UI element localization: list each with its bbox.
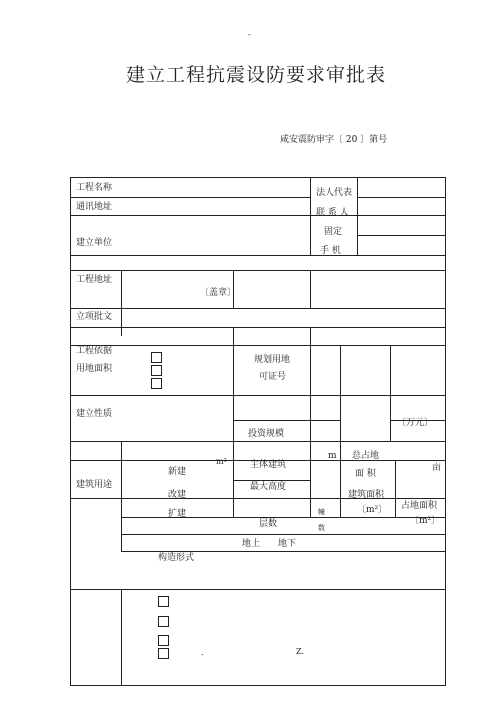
row-line	[233, 480, 311, 481]
label-footprint-area: 占地面积	[401, 501, 438, 511]
col-line	[357, 177, 358, 256]
row-line	[233, 420, 341, 421]
label-basis-2: 用地面积	[76, 364, 113, 374]
label-main-building: 主体建筑	[250, 460, 287, 470]
label-mailing-address: 通讯地址	[76, 202, 113, 212]
col-line	[233, 345, 234, 441]
checkbox-basis-2[interactable]	[151, 365, 162, 376]
col-line	[233, 441, 234, 517]
label-total-land-1: 总占地	[352, 451, 380, 461]
label-max-height: 最大高度	[250, 482, 287, 492]
label-expansion: 改建	[168, 490, 187, 500]
label-structure-type: 构造形式	[158, 553, 195, 563]
label-building-area-unit: 〔m²〕	[357, 505, 388, 515]
label-building-count-1: 幢	[318, 508, 325, 516]
label-building-use: 建筑用途	[76, 480, 113, 490]
label-building-count-2: 数	[318, 524, 325, 532]
label-stories: 层数	[259, 519, 278, 529]
label-underground: 地下	[278, 539, 297, 549]
row-line	[70, 589, 446, 590]
label-basis-1: 工程依据	[76, 346, 113, 356]
label-fixed: 固定	[324, 227, 343, 237]
label-footprint-unit: 〔m²〕	[410, 516, 441, 526]
col-line	[310, 345, 311, 441]
col-line	[310, 177, 311, 256]
col-line	[340, 441, 341, 517]
checkbox-structure-2[interactable]	[158, 616, 169, 627]
label-extension: 扩建	[168, 509, 187, 519]
top-mark: -	[248, 30, 251, 39]
col-line	[340, 345, 341, 441]
row-line	[70, 215, 446, 216]
row-line	[70, 255, 446, 256]
table-border-top	[70, 177, 446, 178]
checkbox-structure-1[interactable]	[158, 596, 169, 607]
label-planning-1: 规划用地	[254, 355, 291, 365]
row-line	[70, 270, 446, 271]
col-line	[310, 441, 311, 517]
table-border-left	[70, 177, 71, 686]
label-approval: 立项批文	[76, 312, 113, 322]
label-building-area: 建筑面积	[348, 490, 385, 500]
checkbox-structure-3[interactable]	[158, 635, 169, 646]
label-investment-unit: 〔万元〕	[397, 418, 434, 428]
col-line	[233, 327, 234, 345]
label-total-land-2: 面 积	[355, 469, 376, 479]
label-project-address: 工程地址	[76, 275, 113, 285]
col-line	[390, 345, 391, 441]
doc-number: 咸安震防审字〔 20 〕第号	[280, 135, 388, 145]
row-line	[70, 498, 446, 499]
col-line	[121, 589, 122, 686]
table-border-right	[445, 177, 446, 686]
label-phone: 手 机	[320, 246, 341, 256]
row-line	[70, 441, 446, 442]
row-line	[70, 308, 446, 309]
checkbox-structure-4[interactable]	[158, 648, 169, 659]
col-line	[310, 327, 311, 345]
row-line	[121, 534, 446, 535]
bottom-mark-2: Z.	[296, 647, 304, 656]
label-mu-mark: 亩	[432, 463, 442, 473]
checkbox-basis-3[interactable]	[151, 378, 162, 389]
label-contact: 联 系 人	[316, 208, 349, 218]
row-line	[70, 197, 310, 198]
label-investment-scale: 投资规模	[248, 429, 285, 439]
label-project-name: 工程名称	[76, 183, 113, 193]
label-m-mark: m	[328, 451, 337, 461]
label-new-build: 新建	[168, 467, 187, 477]
col-line	[395, 460, 396, 517]
row-line	[121, 551, 446, 552]
label-build-unit: 建立单位	[76, 238, 113, 248]
row-line	[70, 327, 446, 328]
bottom-mark-1: .	[201, 648, 204, 657]
row-line	[357, 197, 445, 198]
checkbox-basis-1[interactable]	[151, 352, 162, 363]
label-build-nature: 建立性质	[76, 409, 113, 419]
row-line	[357, 235, 445, 236]
table-border-bottom	[70, 685, 446, 686]
label-above-ground: 地上	[242, 539, 261, 549]
label-seal: 〔盖章〕	[200, 288, 237, 298]
page-title: 建立工程抗震设防要求审批表	[126, 64, 387, 86]
label-planning-2: 可证号	[259, 372, 287, 382]
label-legal-rep: 法人代表	[316, 188, 353, 198]
row-line	[70, 395, 446, 396]
col-line	[310, 270, 311, 308]
label-sqm-mark: m²	[216, 457, 227, 466]
